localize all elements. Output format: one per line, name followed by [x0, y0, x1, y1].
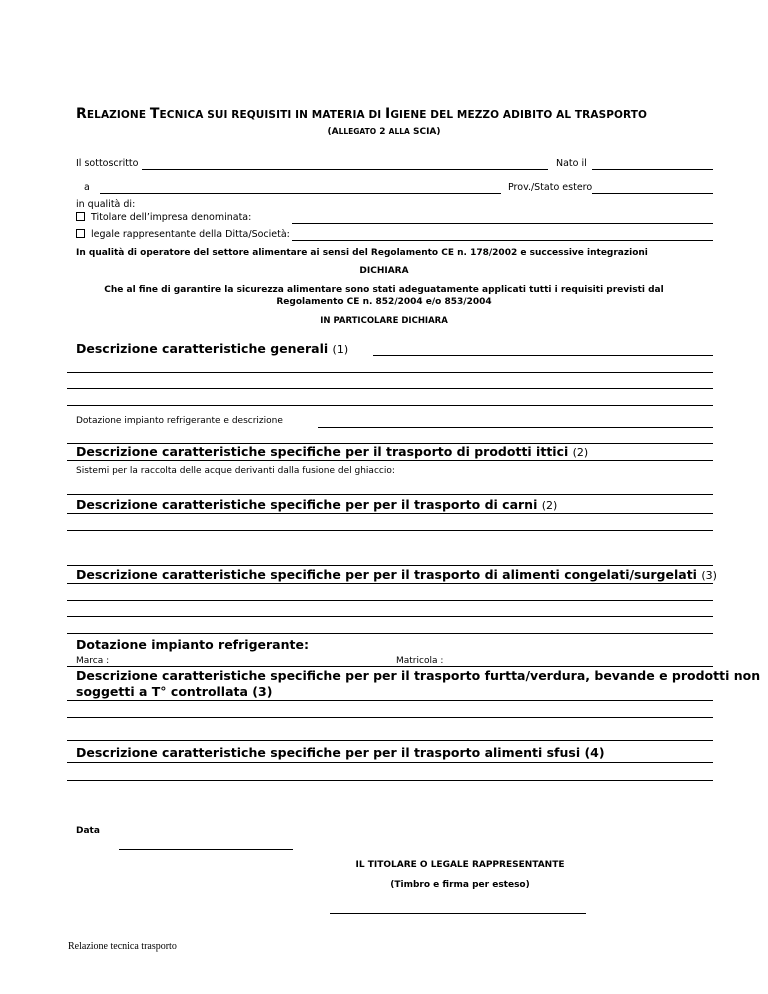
dichiara-heading: DICHIARA [359, 266, 409, 276]
sfusi-line[interactable] [67, 780, 713, 781]
marca-label: Marca : [76, 656, 110, 666]
prov-label: Prov./Stato estero [508, 182, 593, 193]
congelati-line[interactable] [67, 600, 713, 601]
generali-field[interactable] [373, 355, 713, 356]
section-dotazione: Dotazione impianto refrigerante: [76, 637, 309, 652]
section-generali: Descrizione caratteristiche generali (1) [76, 341, 349, 356]
section-frutta-cont: soggetti a T° controllata (3) [76, 684, 273, 699]
data-field[interactable] [119, 849, 293, 850]
dotazione-descrizione-field[interactable] [318, 427, 713, 428]
purpose-line-2: Regolamento CE n. 852/2004 e/o 853/2004 [276, 297, 492, 307]
legale-field[interactable] [292, 240, 713, 241]
prov-field[interactable] [592, 193, 713, 194]
frutta-line[interactable] [67, 740, 713, 741]
in-qualita-label: in qualità di: [76, 199, 136, 210]
frutta-line[interactable] [67, 717, 713, 718]
ghiaccio-line[interactable] [67, 494, 713, 495]
sottoscritto-label: Il sottoscritto [76, 158, 139, 169]
titolare-field[interactable] [292, 223, 713, 224]
titolare-option[interactable]: Titolare dell’impresa denominata: [76, 212, 251, 223]
timbro-label: (Timbro e firma per esteso) [390, 880, 530, 890]
matricola-label: Matricola : [396, 656, 444, 666]
ghiaccio-label: Sistemi per la raccolta delle acque derivanti dalla fusione del ghiaccio: [76, 466, 395, 476]
generali-line[interactable] [67, 388, 713, 389]
document-subtitle: (ALLEGATO 2 ALLA SCIA) [327, 127, 441, 137]
frutta-line[interactable] [67, 700, 713, 701]
titolare-signature-label: IL TITOLARE O LEGALE RAPPRESENTANTE [355, 860, 565, 870]
carni-line[interactable] [67, 565, 713, 566]
statement-text: In qualità di operatore del settore alimentare ai sensi del Regolamento CE n. 178/2002 e successive integrazioni [76, 248, 648, 258]
generali-line[interactable] [67, 405, 713, 406]
luogo-field[interactable] [100, 193, 501, 194]
ittici-line[interactable] [67, 460, 713, 461]
congelati-line[interactable] [67, 583, 713, 584]
carni-line[interactable] [67, 513, 713, 514]
nato-il-field[interactable] [592, 169, 713, 170]
section-congelati: Descrizione caratteristiche specifiche per per il trasporto di alimenti congelati/surgelati (3) [76, 567, 717, 582]
dotazione-descrizione-label: Dotazione impianto refrigerante e descrizione [76, 416, 283, 426]
document-title: RELAZIONE TECNICA SUI REQUISITI IN MATERIA DI IGIENE DEL MEZZO ADIBITO AL TRASPORTO [76, 106, 648, 122]
in-particolare-heading: IN PARTICOLARE DICHIARA [320, 316, 448, 326]
section-sfusi: Descrizione caratteristiche specifiche per per il trasporto alimenti sfusi (4) [76, 745, 605, 760]
carni-line[interactable] [67, 530, 713, 531]
section-ittici: Descrizione caratteristiche specifiche per il trasporto di prodotti ittici (2) [76, 444, 589, 459]
sottoscritto-field[interactable] [142, 169, 548, 170]
nato-il-label: Nato il [556, 158, 587, 169]
legale-option[interactable]: legale rappresentante della Ditta/Società: [76, 229, 290, 240]
luogo-label: a [84, 182, 90, 193]
data-label: Data [76, 826, 100, 836]
section-carni: Descrizione caratteristiche specifiche per per il trasporto di carni (2) [76, 497, 558, 512]
marca-matricola-line[interactable] [67, 666, 713, 667]
congelati-line[interactable] [67, 633, 713, 634]
generali-line[interactable] [67, 372, 713, 373]
legale-checkbox[interactable] [76, 229, 85, 238]
signature-field[interactable] [330, 913, 586, 914]
congelati-line[interactable] [67, 616, 713, 617]
page-footer: Relazione tecnica trasporto [68, 941, 177, 952]
sfusi-line[interactable] [67, 762, 713, 763]
purpose-line-1: Che al fine di garantire la sicurezza alimentare sono stati adeguatamente applicati tutti i requisiti previsti dal [104, 285, 664, 295]
titolare-checkbox[interactable] [76, 212, 85, 221]
section-frutta: Descrizione caratteristiche specifiche per per il trasporto furtta/verdura, bevande e prodotti non [76, 668, 761, 683]
